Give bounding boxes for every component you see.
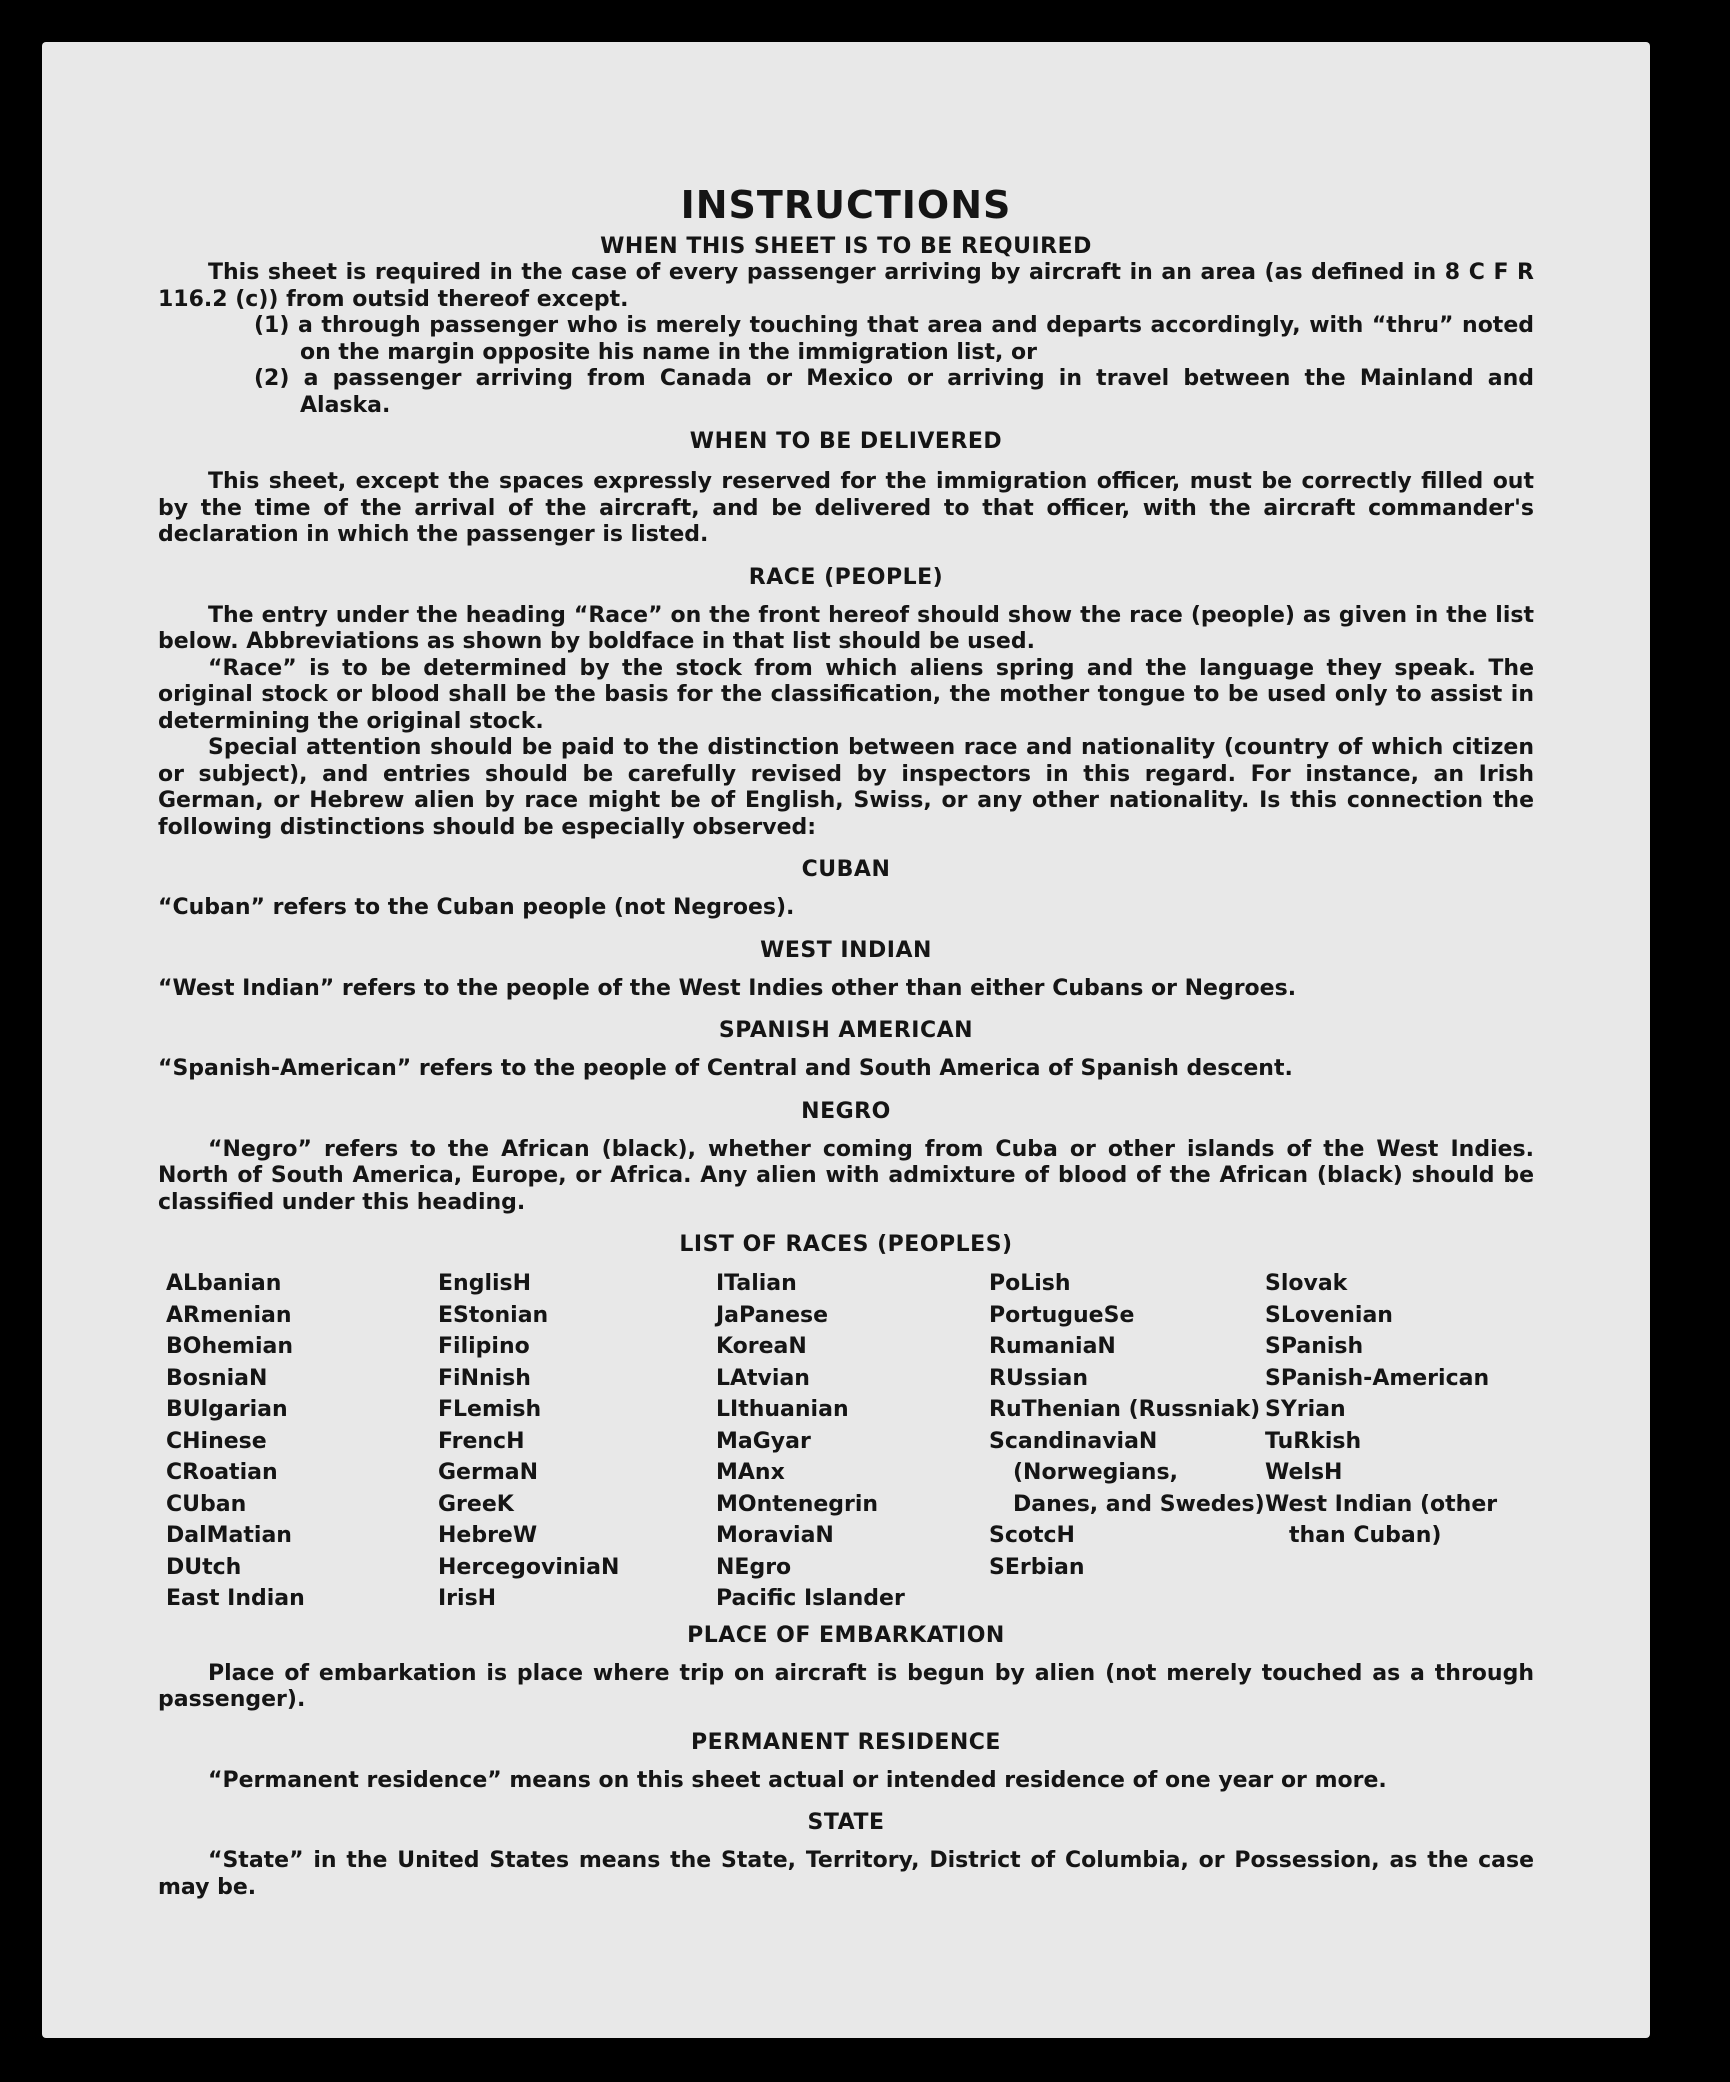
race-item: GermaN bbox=[438, 1460, 539, 1485]
section-heading: PLACE OF EMBARKATION bbox=[687, 1622, 1005, 1648]
race-item: EnglisH bbox=[438, 1271, 532, 1296]
race-item: KoreaN bbox=[716, 1334, 807, 1359]
document-title: INSTRUCTIONS bbox=[680, 183, 1012, 227]
race-item: ARmenian bbox=[166, 1302, 292, 1328]
bleed-through-heading bbox=[1182, 202, 1582, 262]
section-list-of-races bbox=[158, 1232, 1534, 1615]
race-item: FLemish bbox=[438, 1397, 542, 1422]
section-heading: PERMANENT RESIDENCE bbox=[691, 1729, 1001, 1755]
section-heading: SPANISH AMERICAN bbox=[718, 1018, 974, 1043]
section-heading: LIST OF RACES (PEOPLES) bbox=[679, 1232, 1013, 1257]
race-item: Filipino bbox=[438, 1334, 530, 1359]
race-item: BUlgarian bbox=[166, 1397, 288, 1422]
race-item: RumaniaN bbox=[989, 1334, 1116, 1359]
section-permanent-residence bbox=[158, 1730, 1534, 1795]
exception-item: (2) a passenger arriving from Canada or Mexico or arriving in travel between the Mainland and Alaska. bbox=[254, 366, 1534, 418]
race-item: PoLish bbox=[989, 1271, 1071, 1296]
race-item: SErbian bbox=[989, 1554, 1085, 1580]
section-cuban bbox=[158, 857, 1534, 922]
section-race bbox=[158, 565, 1534, 842]
race-item: CRoatian bbox=[166, 1460, 278, 1485]
section-text: “Negro” refers to the African (black), whether coming from Cuba or other islands of the West Indies. North of South America, Europe, or Africa. Any alien with admixture of blood of the African (black) should be classified under this heading. bbox=[158, 1136, 1534, 1215]
section-heading: CUBAN bbox=[801, 857, 891, 882]
race-item: ScandinaviaN (Norwegians, Danes, and Swedes) bbox=[989, 1428, 1265, 1517]
section-heading: WHEN THIS SHEET IS TO BE REQUIRED bbox=[600, 234, 1092, 259]
section-negro bbox=[158, 1099, 1534, 1217]
race-item: IrisH bbox=[438, 1586, 497, 1611]
race-item: SYrian bbox=[1265, 1397, 1346, 1422]
section-text: This sheet, except the spaces expressly reserved for the immigration officer, must be correctly filled out by the time of the arrival of the aircraft, and be delivered to that officer, with the aircraft commander's declaration in which the passenger is listed. bbox=[158, 469, 1534, 547]
race-item: CHinese bbox=[166, 1428, 267, 1454]
section-text: “Spanish-American” refers to the people of Central and South America of Spanish descent. bbox=[158, 1056, 1293, 1081]
race-item: NEgro bbox=[716, 1554, 792, 1580]
race-item: MAnx bbox=[716, 1460, 785, 1485]
race-item: FiNnish bbox=[438, 1365, 531, 1391]
section-text: This sheet is required in the case of every passenger arriving by aircraft in an area (as defined in 8 C F R 116.2 (c)) from outsid thereof except. bbox=[158, 260, 1534, 312]
races-column bbox=[1265, 1268, 1525, 1615]
race-item: MOntenegrin bbox=[716, 1491, 879, 1517]
section-embarkation bbox=[158, 1623, 1534, 1714]
race-item: HercegoviniaN bbox=[438, 1554, 620, 1580]
race-item: TuRkish bbox=[1265, 1428, 1362, 1454]
race-item: JaPanese bbox=[716, 1302, 829, 1328]
section-state bbox=[158, 1810, 1534, 1901]
race-item: ITalian bbox=[716, 1271, 797, 1296]
race-item: BOhemian bbox=[166, 1334, 294, 1359]
race-item: CUban bbox=[166, 1491, 247, 1517]
races-column bbox=[166, 1268, 438, 1615]
section-text: Special attention should be paid to the distinction between race and nationality (country of which citizen or subject), and entries should be carefully revised by inspectors in this regard. For instance, an Irish German, or Hebrew alien by race might be of English, Swiss, or any other nationality. Is this connection the following distinctions should be especially observed: bbox=[158, 735, 1534, 840]
race-item: Slovak bbox=[1265, 1271, 1348, 1296]
race-item: BosniaN bbox=[166, 1365, 268, 1391]
race-item: DUtch bbox=[166, 1554, 242, 1580]
document-page bbox=[42, 42, 1650, 2038]
race-item: SPanish bbox=[1265, 1334, 1364, 1359]
race-item: HebreW bbox=[438, 1523, 538, 1548]
race-item: FrencH bbox=[438, 1428, 525, 1454]
race-item: SLovenian bbox=[1265, 1302, 1393, 1328]
race-item: LIthuanian bbox=[716, 1397, 849, 1422]
section-heading: STATE bbox=[807, 1810, 885, 1835]
races-column bbox=[716, 1268, 989, 1615]
race-item: East Indian bbox=[166, 1586, 305, 1611]
section-heading: RACE (PEOPLE) bbox=[748, 564, 944, 590]
section-text: “State” in the United States means the State, Territory, District of Columbia, or Possession, as the case may be. bbox=[158, 1848, 1534, 1900]
section-text: “Race” is to be determined by the stock from which aliens spring and the language they speak. The original stock or blood shall be the basis for the classification, the mother tongue to be used only to assist in determining the original stock. bbox=[158, 655, 1534, 734]
section-text: “West Indian” refers to the people of the West Indies other than either Cubans or Negroes. bbox=[158, 975, 1297, 1001]
race-item: ScotcH bbox=[989, 1523, 1075, 1548]
section-when-delivered bbox=[158, 429, 1534, 549]
race-item: SPanish-American bbox=[1265, 1365, 1490, 1391]
section-text: Place of embarkation is place where trip on aircraft is begun by alien (not merely touched as a through passenger). bbox=[158, 1660, 1534, 1712]
section-west-indian bbox=[158, 938, 1534, 1003]
race-item: MoraviaN bbox=[716, 1523, 834, 1548]
section-heading: WHEN TO BE DELIVERED bbox=[689, 429, 1003, 454]
race-item: ALbanian bbox=[166, 1271, 282, 1296]
races-column bbox=[438, 1268, 716, 1615]
race-item: LAtvian bbox=[716, 1365, 810, 1391]
race-item: PortugueSe bbox=[989, 1302, 1135, 1328]
race-item: WelsH bbox=[1265, 1460, 1343, 1485]
race-item: DalMatian bbox=[166, 1523, 292, 1548]
section-heading: WEST INDIAN bbox=[760, 937, 932, 963]
race-item: RUssian bbox=[989, 1365, 1089, 1391]
exception-item: (1) a through passenger who is merely touching that area and departs accordingly, with “thru” noted on the margin opposite his name in the immigration list, or bbox=[254, 313, 1534, 365]
race-item: RuThenian (Russniak) bbox=[989, 1397, 1261, 1422]
races-table bbox=[166, 1268, 1534, 1615]
races-column bbox=[989, 1268, 1265, 1615]
section-text: The entry under the heading “Race” on the front hereof should show the race (people) as given in the list below. Abbreviations as shown by boldface in that list should be used. bbox=[158, 602, 1534, 654]
bleed-through-text bbox=[562, 102, 1182, 172]
race-item: Pacific Islander bbox=[716, 1586, 905, 1611]
race-item: GreeK bbox=[438, 1491, 514, 1517]
section-spanish-american bbox=[158, 1018, 1534, 1083]
section-heading: NEGRO bbox=[801, 1098, 891, 1124]
race-item: MaGyar bbox=[716, 1428, 811, 1454]
exception-list bbox=[158, 313, 1534, 419]
section-text: “Cuban” refers to the Cuban people (not Negroes). bbox=[158, 895, 795, 920]
race-item: West Indian (other than Cuban) bbox=[1265, 1491, 1498, 1548]
race-item: EStonian bbox=[438, 1302, 549, 1328]
section-text: “Permanent residence” means on this sheet actual or intended residence of one year or more. bbox=[208, 1767, 1387, 1793]
